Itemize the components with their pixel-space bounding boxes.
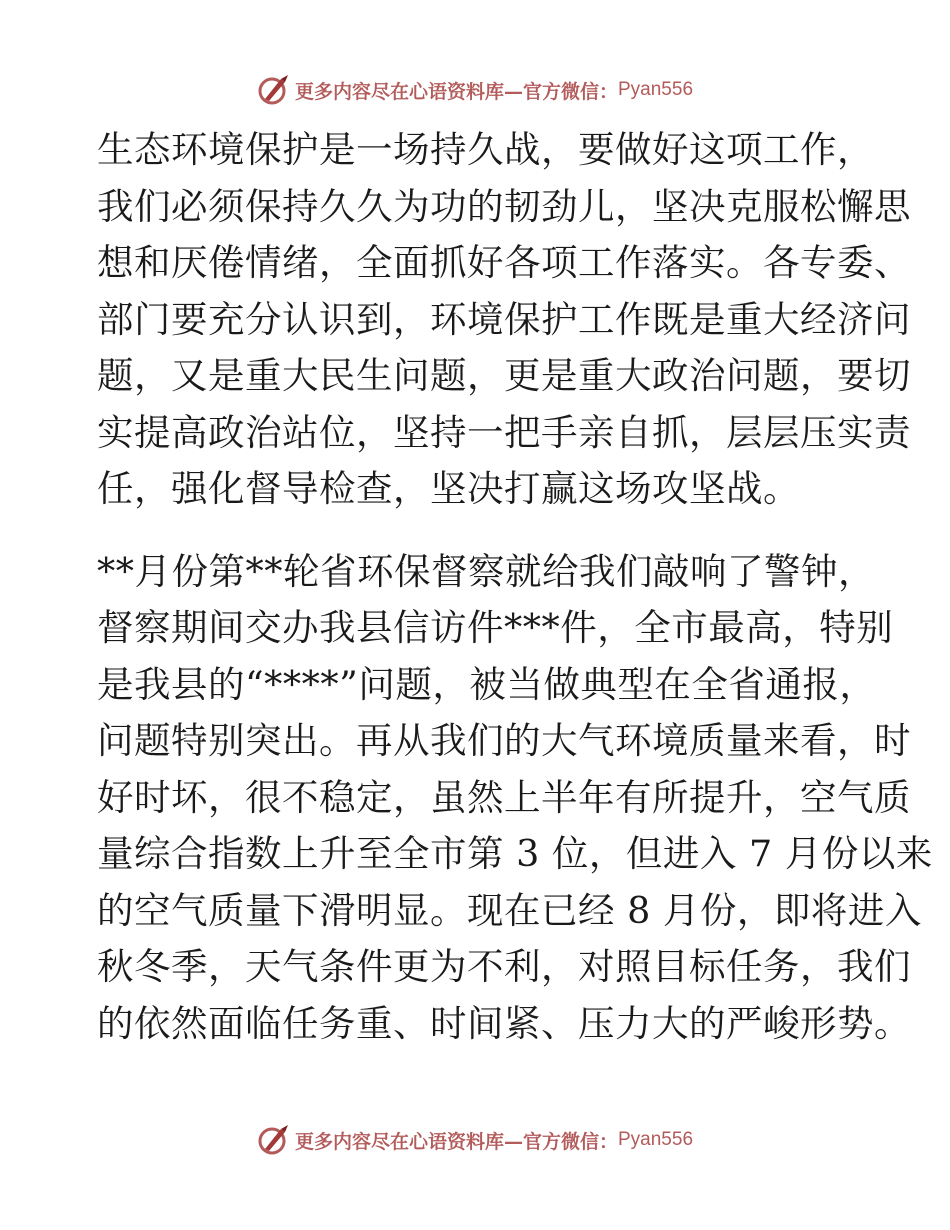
- text-line: 好时坏，很不稳定，虽然上半年有所提升，空气质: [97, 775, 911, 819]
- text-line: 量综合指数上升至全市第 3 位，但进入 7 月份以来: [97, 832, 933, 875]
- watermark-wechat-id: Pyan556: [618, 1129, 694, 1150]
- text-line: 题，又是重大民生问题，更是重大政治问题，要切: [97, 354, 911, 397]
- paragraph-1: [97, 122, 911, 518]
- paragraph-2: [97, 544, 933, 1053]
- watermark-text: 更多内容尽在心语资料库—官方微信：: [294, 1130, 618, 1153]
- text-line: 秋冬季，天气条件更为不利，对照目标任务，我们: [97, 945, 911, 988]
- text-line: **月份第**轮省环保督察就给我们敲响了警钟，: [97, 549, 875, 593]
- text-line: 生态环境保护是一场持久战，要做好这项工作，: [97, 128, 874, 171]
- text-line: 的空气质量下滑明显。现在已经 8 月份，即将进入: [97, 888, 922, 932]
- watermark-text: 更多内容尽在心语资料库—官方微信：: [294, 80, 618, 103]
- quill-logo-icon: [257, 1123, 291, 1157]
- quill-logo-icon: [257, 73, 291, 107]
- document-body: [97, 122, 933, 1052]
- text-line: 的依然面临任务重、时间紧、压力大的严峻形势。: [97, 1001, 911, 1045]
- header-watermark: [0, 70, 950, 110]
- text-line: 是我县的“****”问题，被当做典型在全省通报，: [97, 662, 877, 706]
- text-line: 部门要充分认识到，环境保护工作既是重大经济问: [97, 297, 911, 341]
- watermark-wechat-id: Pyan556: [618, 79, 694, 100]
- text-line: 任，强化督导检查，坚决打赢这场攻坚战。: [97, 467, 800, 510]
- text-line: 实提高政治站位，坚持一把手亲自抓，层层压实责: [97, 410, 911, 454]
- text-line: 我们必须保持久久为功的韧劲儿，坚决克服松懈思: [97, 184, 911, 228]
- text-line: 问题特别突出。再从我们的大气环境质量来看，时: [97, 719, 911, 762]
- text-line: 想和厌倦情绪，全面抓好各项工作落实。各专委、: [97, 241, 911, 284]
- footer-watermark: [0, 1120, 950, 1160]
- text-line: 督察期间交办我县信访件***件，全市最高，特别: [97, 606, 894, 649]
